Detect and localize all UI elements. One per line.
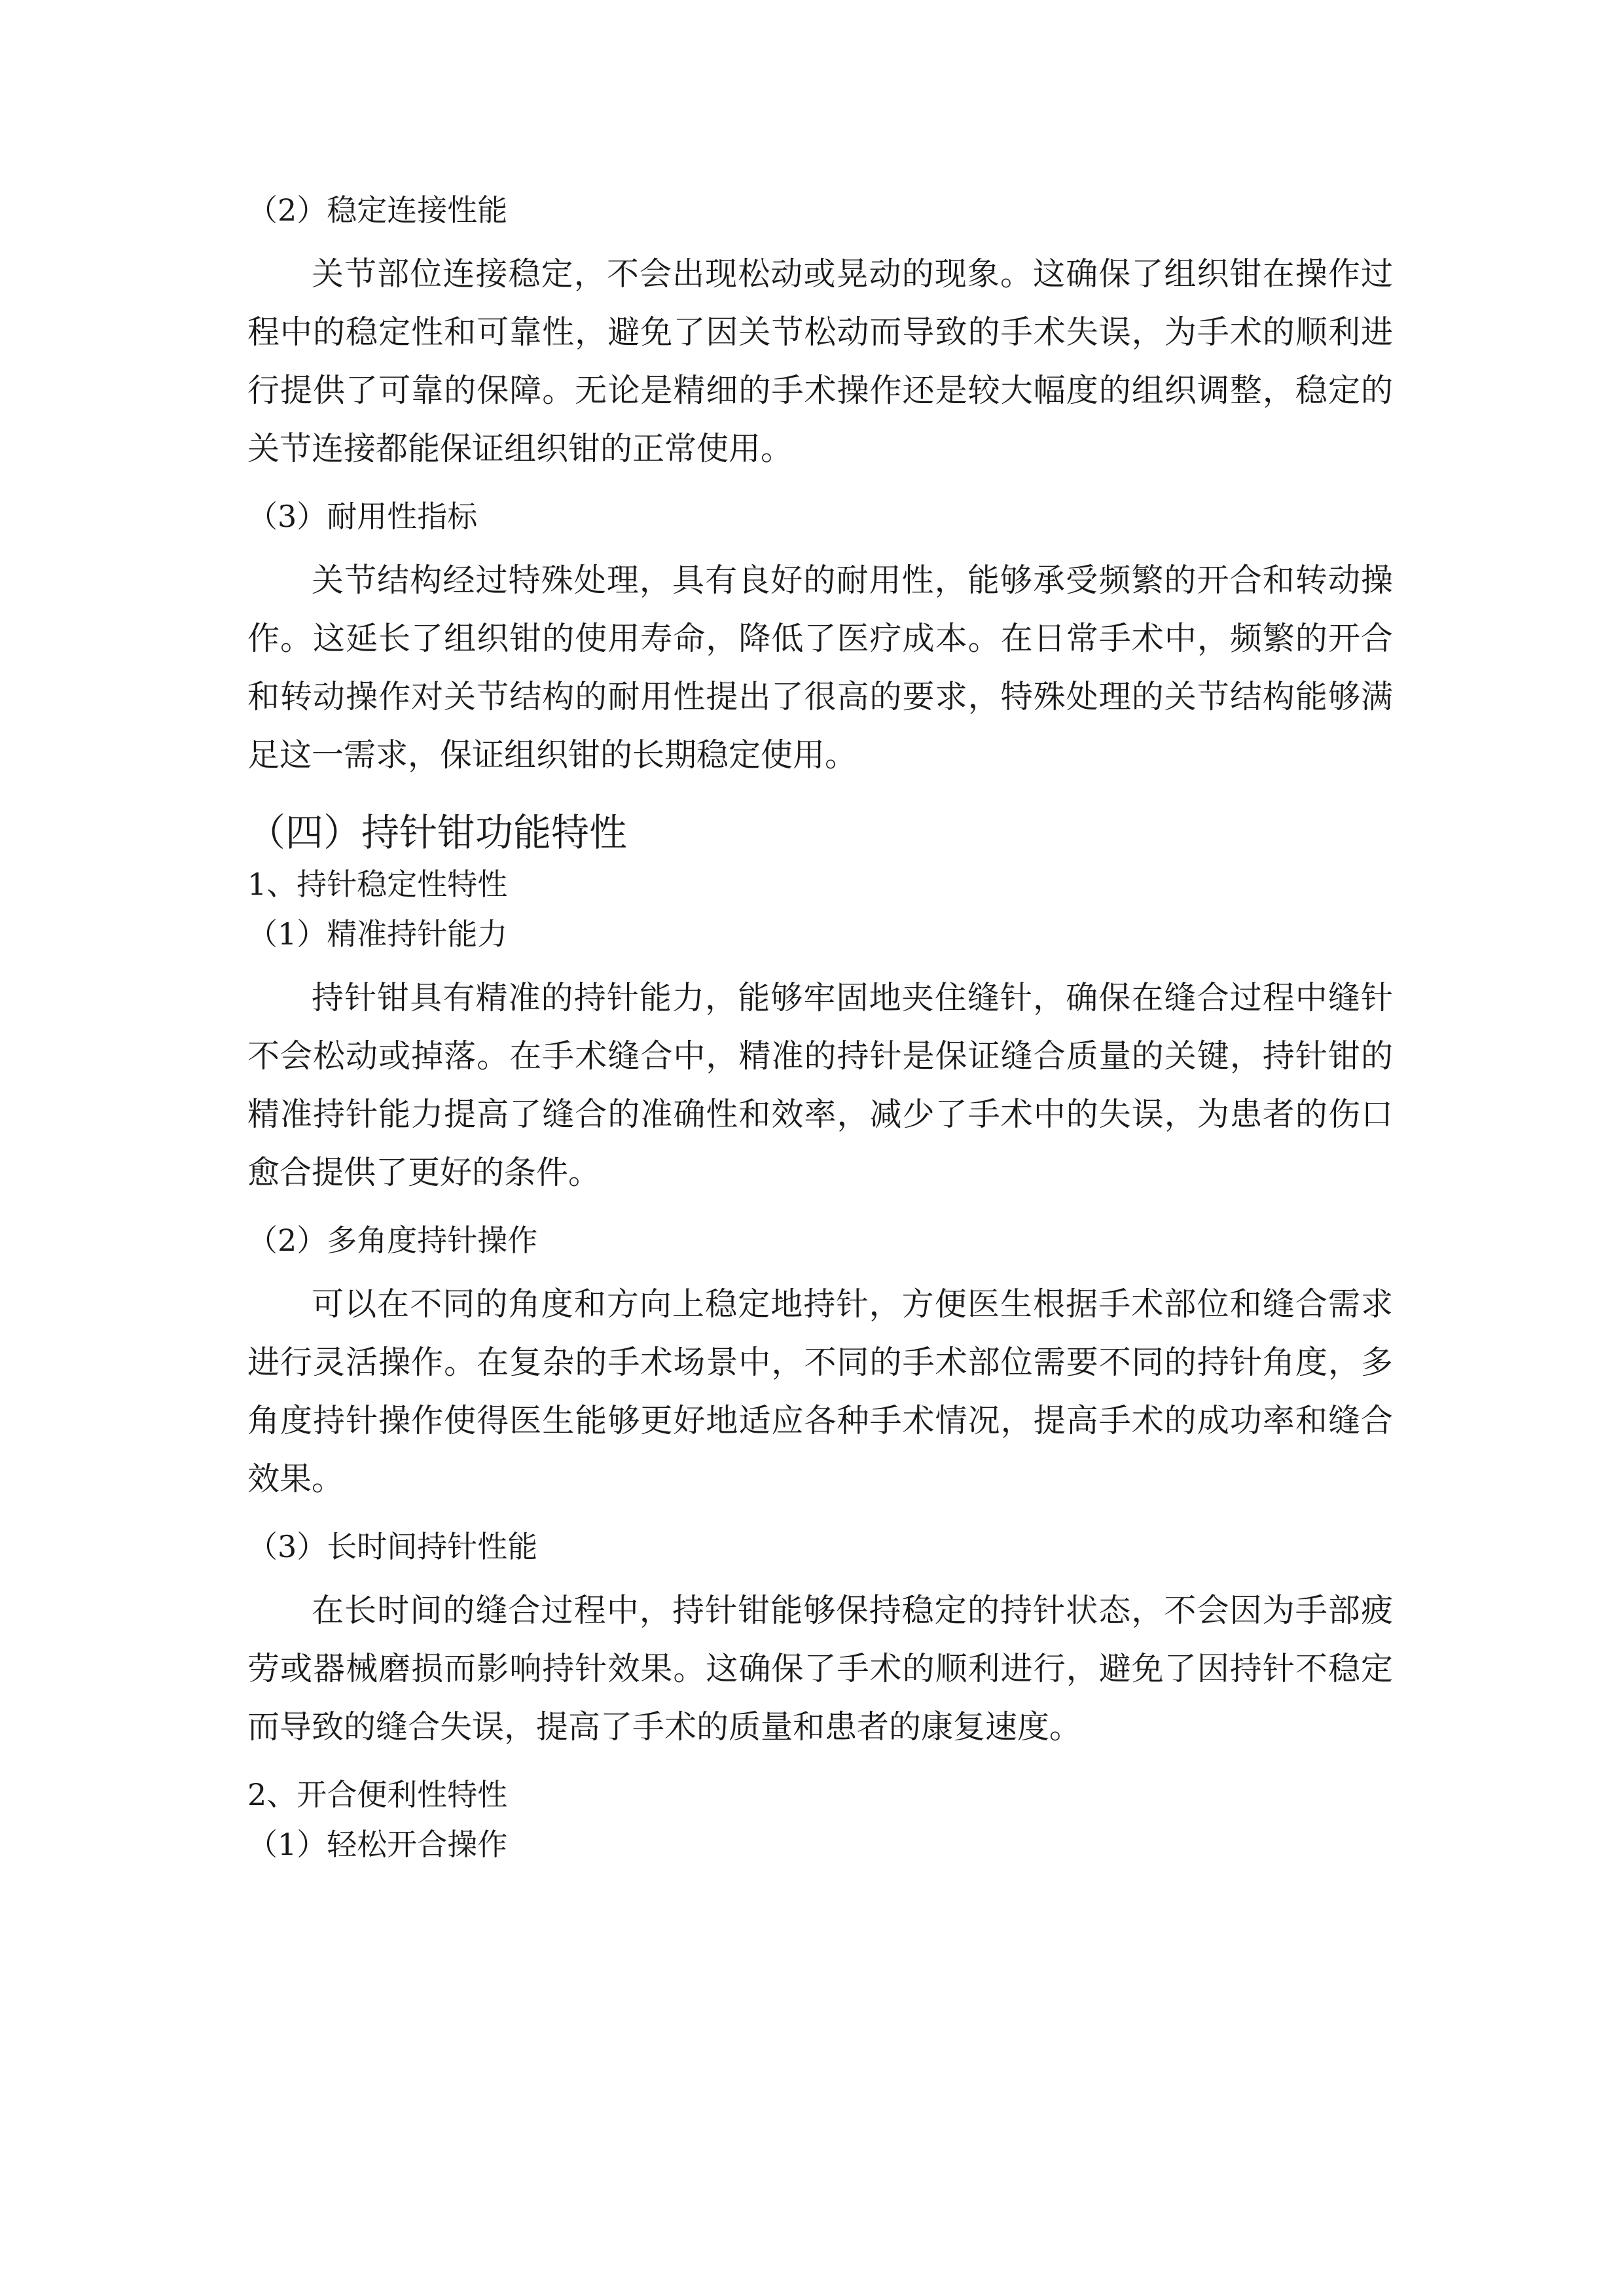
subsection-heading: （3）长时间持针性能: [247, 1529, 538, 1564]
subsection-title: 2、开合便利性特性: [247, 1777, 508, 1812]
subsection-title: 1、持针稳定性特性: [247, 867, 508, 902]
body-paragraph: 在长时间的缝合过程中，持针钳能够保持稳定的持针状态，不会因为手部疲劳或器械磨损而影响持针效果。这确保了手术的顺利进行，避免了因持针不稳定而导致的缝合失误，提高了手术的质量和患者的康复速度。: [247, 1592, 1393, 1746]
document-body: [247, 190, 1393, 1865]
body-paragraph: 可以在不同的角度和方向上稳定地持针，方便医生根据手术部位和缝合需求进行灵活操作。在复杂的手术场景中，不同的手术部位需要不同的持针角度，多角度持针操作使得医生能够更好地适应各种手术情况，提高手术的成功率和缝合效果。: [247, 1285, 1393, 1498]
subsection-heading: （2）稳定连接性能: [247, 192, 508, 228]
subsection-heading: （1）轻松开合操作: [247, 1827, 508, 1862]
subsection-heading: （2）多角度持针操作: [247, 1223, 538, 1258]
section-heading: （四）持针钳功能特性: [247, 810, 628, 855]
body-paragraph: 关节结构经过特殊处理，具有良好的耐用性，能够承受频繁的开合和转动操作。这延长了组织钳的使用寿命，降低了医疗成本。在日常手术中，频繁的开合和转动操作对关节结构的耐用性提出了很高的要求，特殊处理的关节结构能够满足这一需求，保证组织钳的长期稳定使用。: [247, 562, 1393, 774]
subsection-heading: （1）精准持针能力: [247, 916, 508, 952]
body-paragraph: 关节部位连接稳定，不会出现松动或晃动的现象。这确保了组织钳在操作过程中的稳定性和可靠性，避免了因关节松动而导致的手术失误，为手术的顺利进行提供了可靠的保障。无论是精细的手术操作还是较大幅度的组织调整，稳定的关节连接都能保证组织钳的正常使用。: [247, 255, 1393, 467]
subsection-heading: （3）耐用性指标: [247, 499, 478, 534]
body-paragraph: 持针钳具有精准的持针能力，能够牢固地夹住缝针，确保在缝合过程中缝针不会松动或掉落。在手术缝合中，精准的持针是保证缝合质量的关键，持针钳的精准持针能力提高了缝合的准确性和效率，减少了手术中的失误，为患者的伤口愈合提供了更好的条件。: [247, 979, 1393, 1191]
